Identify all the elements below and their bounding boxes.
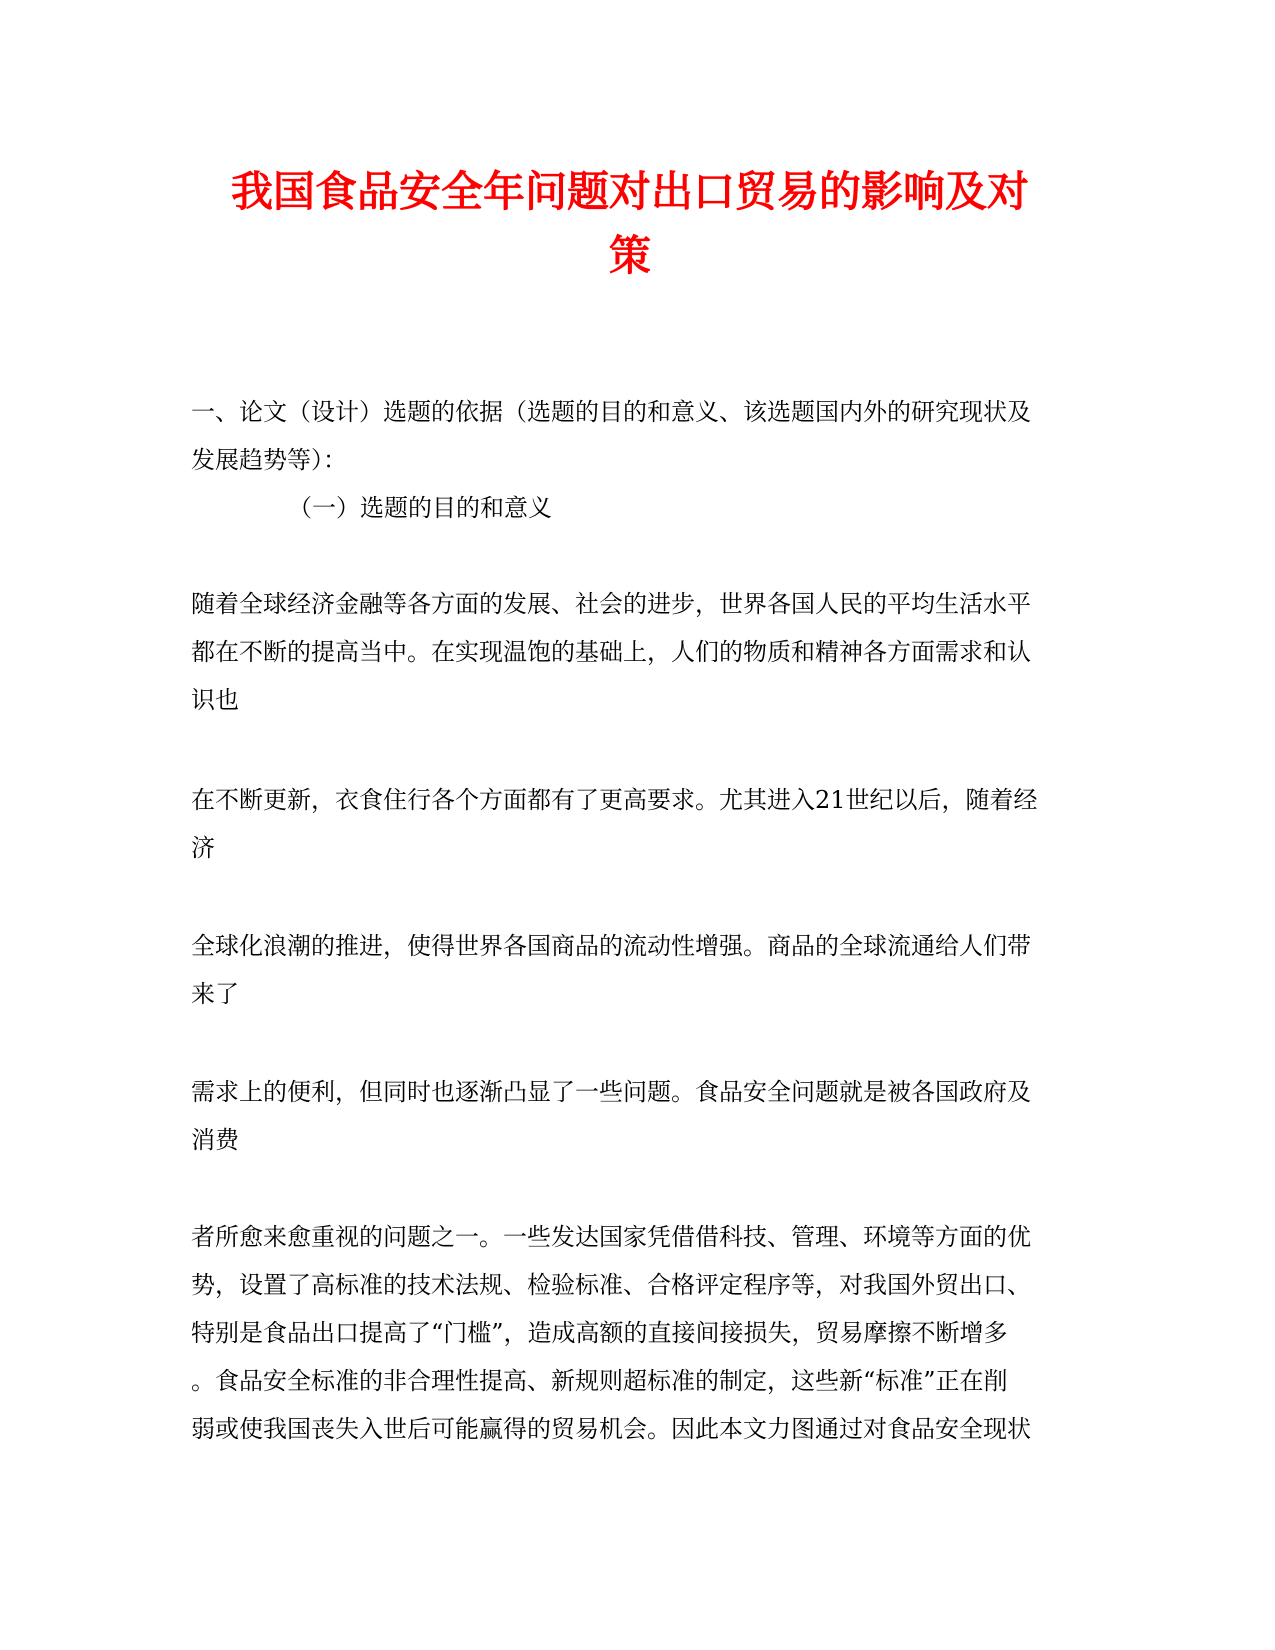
paragraph-line: 特别是食品出口提高了“门槛”，造成高额的直接间接损失，贸易摩擦不断增多 xyxy=(191,1319,1008,1347)
paragraph-line: 济 xyxy=(191,834,215,862)
paragraph-line: 需求上的便利，但同时也逐渐凸显了一些问题。食品安全问题就是被各国政府及 xyxy=(191,1078,1031,1106)
paragraph-line: 都在不断的提高当中。在实现温饱的基础上，人们的物质和精神各方面需求和认 xyxy=(191,638,1031,666)
title-line-2: 策 xyxy=(608,231,651,280)
subsection-heading xyxy=(288,484,1168,532)
body-paragraph-3 xyxy=(191,922,1071,1018)
paragraph-line: 全球化浪潮的推进，使得世界各国商品的流动性增强。商品的全球流通给人们带 xyxy=(191,932,1031,960)
subsection-heading-text: （一）选题的目的和意义 xyxy=(288,494,552,522)
body-paragraph-4 xyxy=(191,1068,1071,1164)
body-paragraph-1 xyxy=(191,580,1071,724)
paragraph-line: 随着全球经济金融等各方面的发展、社会的进步，世界各国人民的平均生活水平 xyxy=(191,590,1031,618)
paragraph-line: 来了 xyxy=(191,980,239,1008)
section-heading-line-1: 一、论文（设计）选题的依据（选题的目的和意义、该选题国内外的研究现状及 xyxy=(191,398,1031,426)
paragraph-line: 在不断更新，衣食住行各个方面都有了更高要求。尤其进入21世纪以后，随着经 xyxy=(191,786,1038,814)
document-title xyxy=(180,160,1080,288)
paragraph-line: 。食品安全标准的非合理性提高、新规则超标准的制定，这些新“标准”正在削 xyxy=(191,1367,1008,1395)
paragraph-line: 者所愈来愈重视的问题之一。一些发达国家凭借借科技、管理、环境等方面的优 xyxy=(191,1223,1031,1251)
paragraph-line: 弱或使我国丧失入世后可能赢得的贸易机会。因此本文力图通过对食品安全现状 xyxy=(191,1415,1031,1443)
section-heading xyxy=(191,388,1071,484)
paragraph-line: 势，设置了高标准的技术法规、检验标准、合格评定程序等，对我国外贸出口、 xyxy=(191,1271,1031,1299)
body-paragraph-2 xyxy=(191,776,1071,872)
body-paragraph-5 xyxy=(191,1213,1071,1453)
section-heading-line-2: 发展趋势等）： xyxy=(191,446,347,474)
paragraph-line: 消费 xyxy=(191,1126,239,1154)
title-line-1: 我国食品安全年问题对出口贸易的影响及对 xyxy=(230,167,1029,216)
paragraph-line: 识也 xyxy=(191,686,239,714)
